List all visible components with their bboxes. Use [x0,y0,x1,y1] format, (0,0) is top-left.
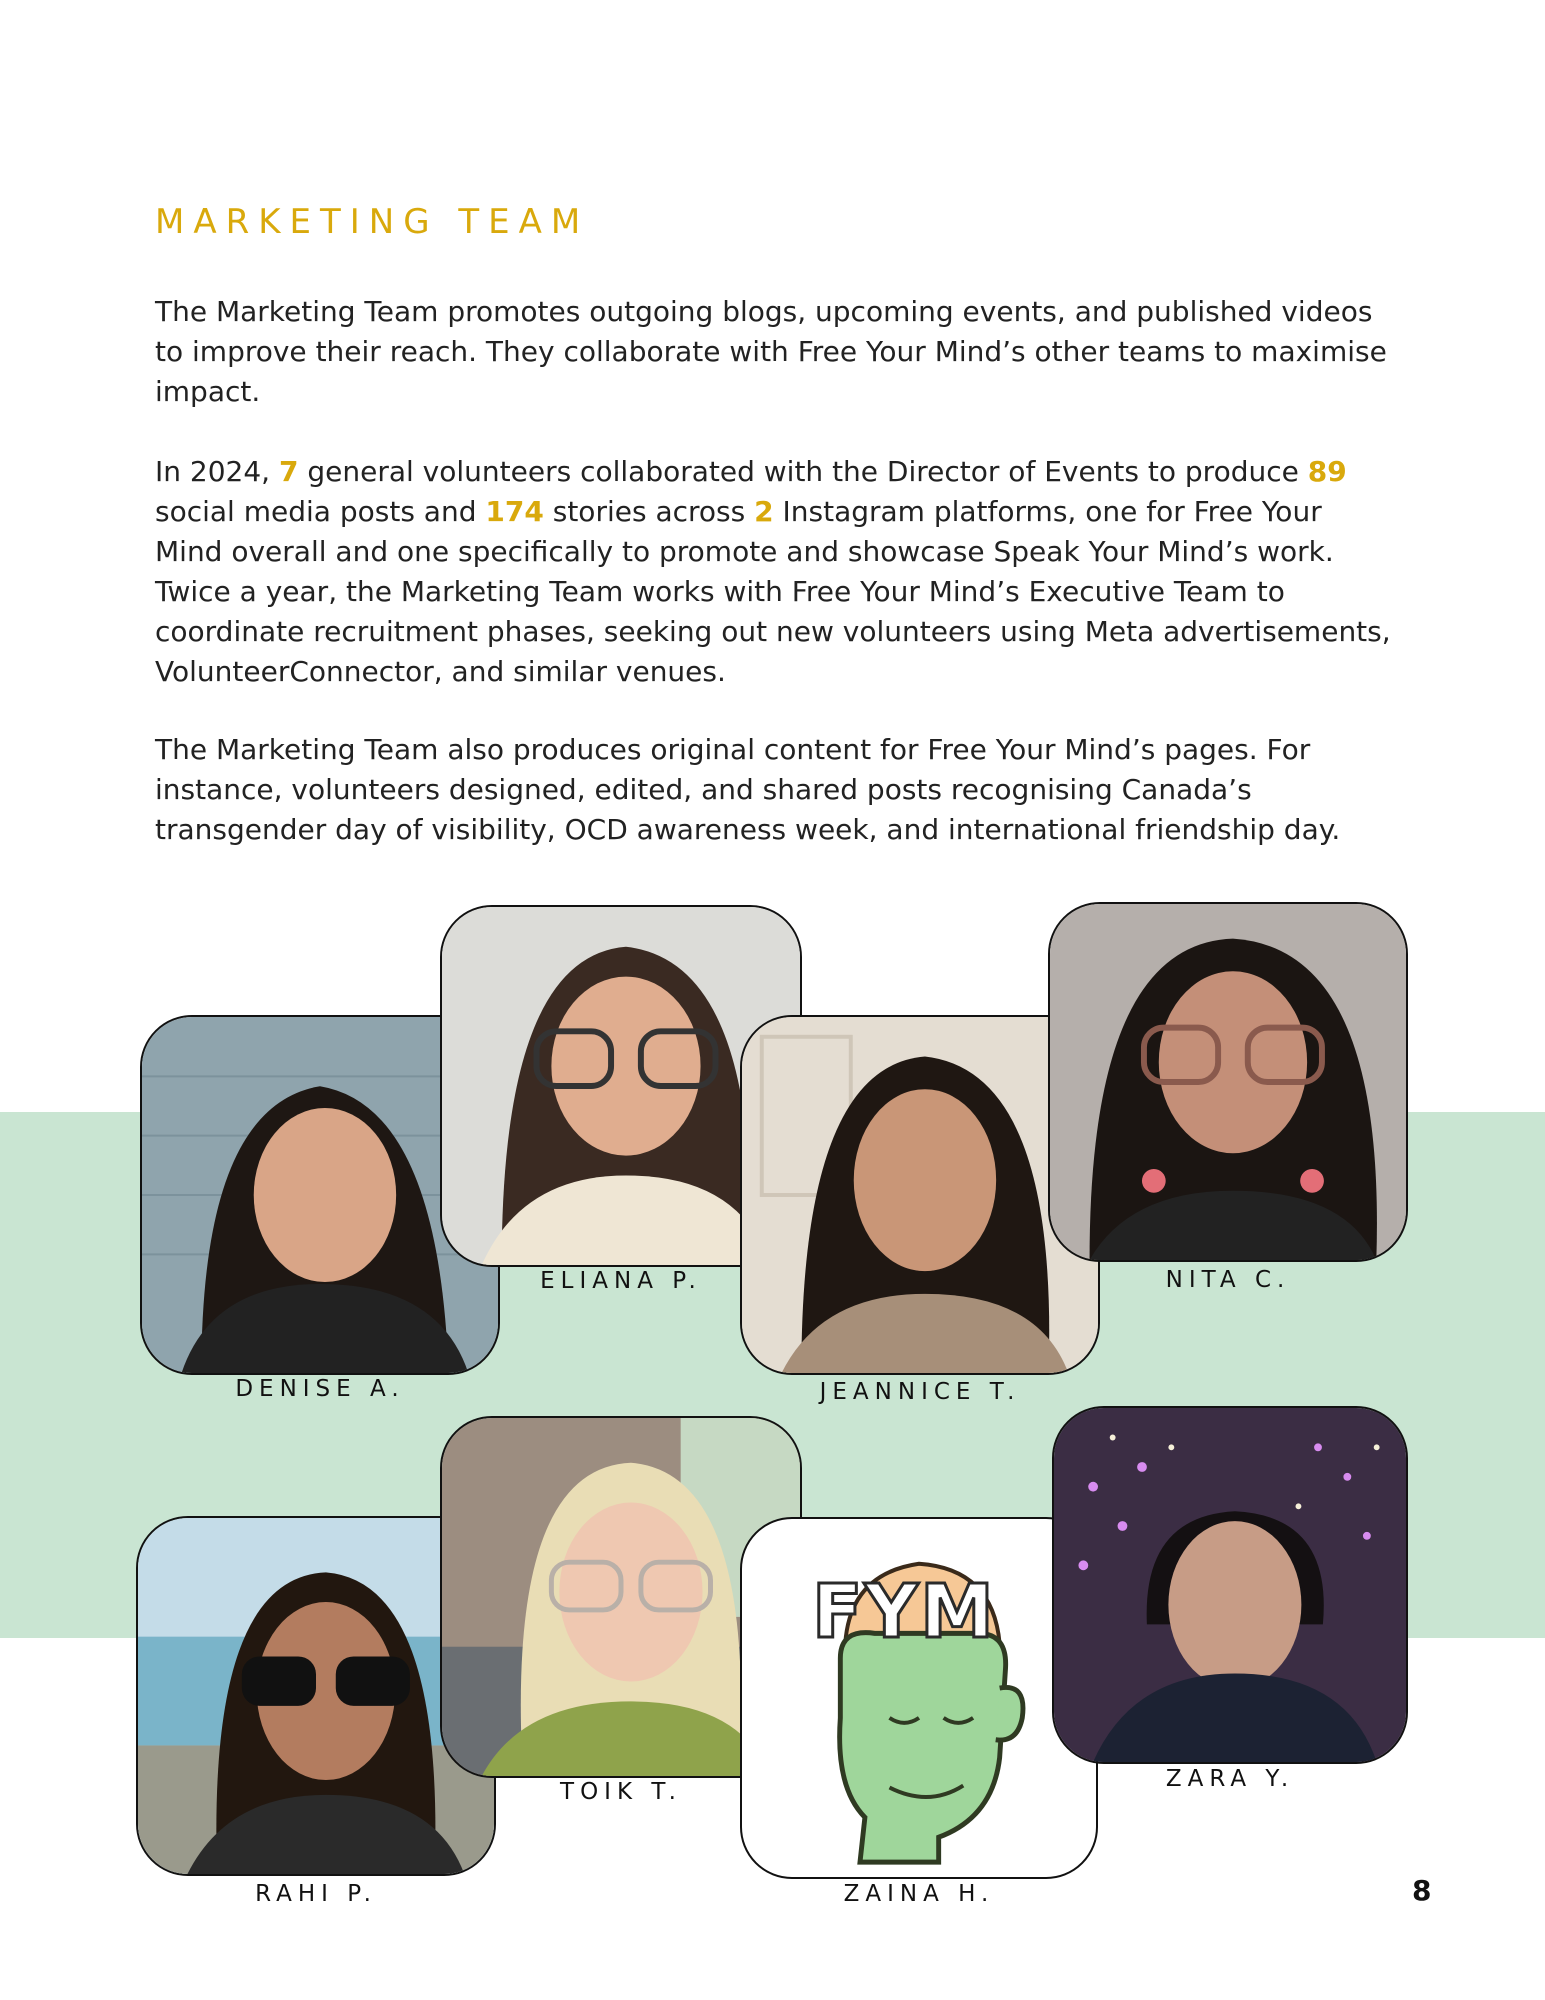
content-paragraph: The Marketing Team also produces original content for Free Your Mind’s pages. For instance, volunteers designed, edited, and shared posts recognising Canada’s transgender day of visibility, OCD awareness week, and international friendship day. [155,733,1341,846]
volunteer-count: 7 [278,455,299,488]
fym-logo-text: FYM [812,1569,996,1655]
photo-zara [1052,1406,1408,1764]
team-member-name: DENISE A. [235,1376,405,1402]
team-member-name: TOIK T. [560,1779,682,1805]
fym-logo-tile [740,1517,1098,1879]
section-title: MARKETING TEAM [155,202,590,242]
team-member-name: JEANNICE T. [819,1379,1021,1405]
photo-nita [1048,902,1408,1262]
team-member-name: ELIANA P. [540,1268,702,1294]
posts-count: 89 [1307,455,1347,488]
team-member-name: NITA C. [1165,1267,1291,1293]
team-member-name: ZAINA H. [843,1881,995,1907]
intro-paragraph: The Marketing Team promotes outgoing blogs, upcoming events, and published videos to improve their reach. They collaborate with Free Your Mind’s other teams to maximise impact. [155,295,1387,408]
stats-paragraph: In 2024, 7 general volunteers collaborated with the Director of Events to produce 89 social media posts and 174 stories across 2 Instagram platforms, one for Free Your Mind overall and one specifically to promote and showcase Speak Your Mind’s work. Twice a year, the Marketing Team works with Free Your Mind’s Executive Team to coordinate recruitment phases, seeking out new volunteers using Meta advertisements, VolunteerConnector, and similar venues. [155,455,1391,688]
photo-jeannice [740,1015,1100,1375]
stories-count: 174 [485,495,544,528]
page-number: 8 [1412,1874,1432,1907]
platforms-count: 2 [754,495,774,528]
team-member-name: RAHI P. [255,1881,377,1907]
team-member-name: ZARA Y. [1165,1766,1295,1792]
